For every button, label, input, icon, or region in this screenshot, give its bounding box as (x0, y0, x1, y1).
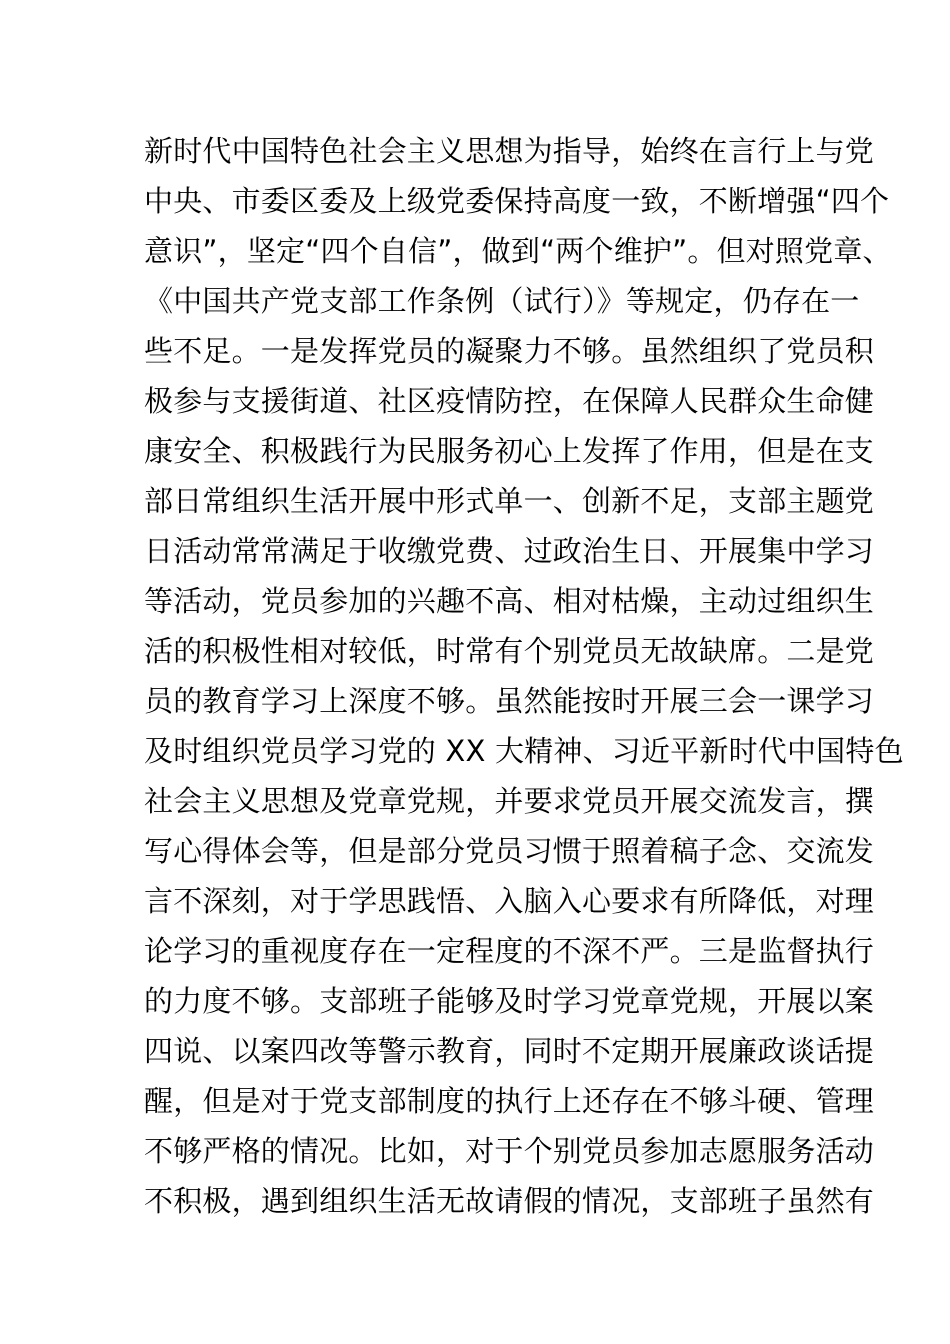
text-line: 意识”，坚定“四个自信”，做到“两个维护”。但对照党章、 (144, 234, 892, 268)
text-line: 极参与支援街道、社区疫情防控，在保障人民群众生命健 (144, 384, 875, 418)
text-line: 及时组织党员学习党的 XX 大精神、习近平新时代中国特色 (144, 734, 904, 768)
text-line: 写心得体会等，但是部分党员习惯于照着稿子念、交流发 (144, 834, 875, 868)
text-line: 不够严格的情况。比如，对于个别党员参加志愿服务活动 (144, 1134, 875, 1168)
text-line: 论学习的重视度存在一定程度的不深不严。三是监督执行 (144, 934, 875, 968)
text-line: 醒，但是对于党支部制度的执行上还存在不够斗硬、管理 (144, 1084, 875, 1118)
text-line: 不积极，遇到组织生活无故请假的情况，支部班子虽然有 (144, 1184, 875, 1218)
text-line: 四说、以案四改等警示教育，同时不定期开展廉政谈话提 (144, 1034, 875, 1068)
text-line: 日活动常常满足于收缴党费、过政治生日、开展集中学习 (144, 534, 875, 568)
text-line: 员的教育学习上深度不够。虽然能按时开展三会一课学习 (144, 684, 875, 718)
text-line: 《中国共产党支部工作条例（试行）》等规定，仍存在一 (144, 284, 860, 318)
text-line: 新时代中国特色社会主义思想为指导，始终在言行上与党 (144, 134, 875, 168)
text-line: 等活动，党员参加的兴趣不高、相对枯燥，主动过组织生 (144, 584, 875, 618)
text-line: 些不足。一是发挥党员的凝聚力不够。虽然组织了党员积 (144, 334, 875, 368)
body-text (144, 126, 904, 1226)
text-line: 康安全、积极践行为民服务初心上发挥了作用，但是在支 (144, 434, 875, 468)
text-line: 的力度不够。支部班子能够及时学习党章党规，开展以案 (144, 984, 875, 1018)
text-line: 社会主义思想及党章党规，并要求党员开展交流发言，撰 (144, 784, 875, 818)
text-line: 言不深刻，对于学思践悟、入脑入心要求有所降低，对理 (144, 884, 875, 918)
text-line: 部日常组织生活开展中形式单一、创新不足，支部主题党 (144, 484, 875, 518)
text-line: 活的积极性相对较低，时常有个别党员无故缺席。二是党 (144, 634, 875, 668)
text-line: 中央、市委区委及上级党委保持高度一致，不断增强“四个 (144, 184, 890, 218)
